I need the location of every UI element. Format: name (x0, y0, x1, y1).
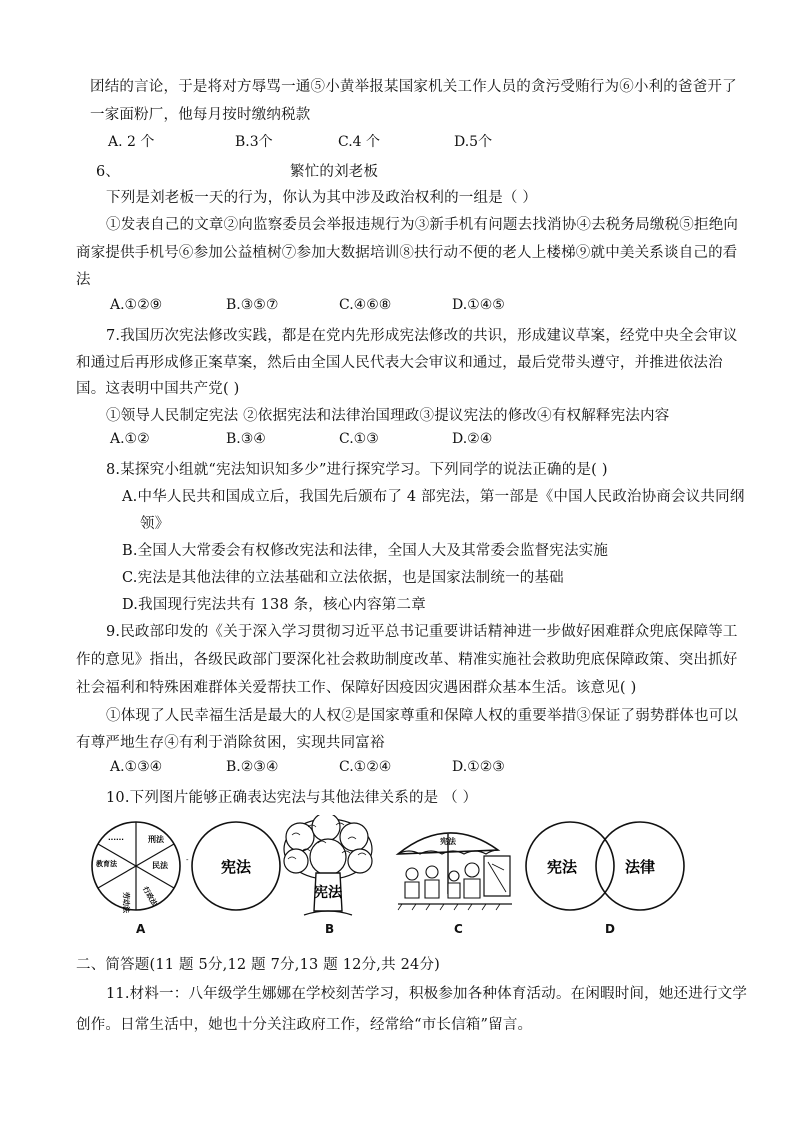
q10-stem: 10.下列图片能够正确表达宪法与其他法律关系的是 （ ） (106, 790, 478, 806)
q8-option-a-line-1: A.中华人民共和国成立后，我国先后颁布了 4 部宪法，第一部是《中国人民政治协商会议共同纲 (122, 489, 745, 505)
figure-a (90, 816, 290, 916)
figure-b (278, 815, 378, 920)
pie-slice-criminal-law: 刑法 (148, 835, 164, 844)
q7-items: ①领导人民制定宪法 ②依据宪法和法律治国理政③提议宪法的修改④有权解释宪法内容 (106, 408, 670, 424)
q5-text-line-2: 一家面粉厂，他每月按时缴纳税款 (90, 107, 311, 123)
pie-slice-administrative-law: 行政法 (141, 885, 159, 908)
q6-items-line-2: 商家提供手机号⑥参加公益植树⑦参加大数据培训⑧扶行动不便的老人上楼梯⑨就中美关系谈自己的看 (76, 245, 738, 261)
q6-option-d: D.①④⑤ (452, 297, 505, 313)
pie-mark: - (186, 856, 189, 864)
q7-option-c: C.①③ (339, 431, 379, 447)
q7-option-b: B.③④ (226, 431, 266, 447)
q9-option-d: D.①②③ (452, 759, 505, 775)
q9-option-c: C.①②④ (339, 759, 392, 775)
q9-line-1: 9.民政部印发的《关于深入学习贯彻习近平总书记重要讲话精神进一步做好困难群众兜底保障等工 (106, 624, 738, 640)
q6-items-line-3: 法 (76, 272, 91, 288)
ground-hatch (398, 904, 500, 910)
section-2-heading: 二、简答题(11 题 5分,12 题 7分,13 题 12分,共 24分) (76, 957, 441, 973)
q5-option-a: A. 2 个 (108, 134, 155, 150)
q9-line-3: 社会福利和特殊困难群体关爱帮扶工作、保障好因疫因灾遇困群众基本生活。该意见( ) (76, 680, 637, 696)
q8-option-c: C.宪法是其他法律的立法基础和立法依据，也是国家法制统一的基础 (122, 570, 564, 586)
q5-options (108, 131, 708, 151)
q8-stem: 8.某探究小组就“宪法知识知多少”进行探究学习。下列同学的说法正确的是( ) (106, 462, 608, 478)
q11-line-2: 创作。日常生活中，她也十分关注政府工作，经常给“市长信箱”留言。 (76, 1017, 533, 1033)
q8-option-a-line-2: 领》 (140, 516, 170, 532)
pie-slice-civil-law: 民法 (152, 861, 168, 870)
figure-d (522, 818, 692, 916)
pie-slice-labor-law: 劳动法 (122, 892, 130, 913)
tree-crown-icon (284, 815, 372, 879)
q9-option-b: B.②③④ (226, 759, 279, 775)
constitution-circle-label: 宪法 (220, 858, 252, 876)
figure-label-c: C (454, 922, 463, 936)
board-icon (484, 856, 510, 896)
tree-root-icon (304, 911, 352, 915)
q6-options (110, 297, 710, 317)
q7-line-2: 和通过后再形成修正案草案，然后由全国人民代表大会审议和通过，最后党带头遵守，并推进依法治 (76, 355, 723, 371)
people-group-icon (405, 863, 480, 898)
figure-label-d: D (605, 922, 615, 936)
q8-option-b: B.全国人大常委会有权修改宪法和法律，全国人大及其常委会监督宪法实施 (122, 543, 609, 559)
figure-label-a: A (136, 922, 146, 936)
pie-slice-others: ...... (108, 834, 124, 842)
q5-option-d: D.5个 (454, 134, 493, 150)
pie-slice-education-law: 教育法 (96, 860, 117, 868)
q5-option-c: C.4 个 (338, 134, 381, 150)
q9-options (110, 759, 710, 779)
q9-option-a: A.①③④ (110, 759, 163, 775)
q6-title: 繁忙的刘老板 (290, 164, 379, 180)
q8-option-d: D.我国现行宪法共有 138 条，核心内容第二章 (122, 597, 426, 613)
q9-items-line-2: 有尊严地生存④有利于消除贫困，实现共同富裕 (76, 735, 385, 751)
q6-stem: 下列是刘老板一天的行为，你认为其中涉及政治权利的一组是（ ） (106, 190, 538, 206)
q5-option-b: B.3个 (235, 134, 273, 150)
q9-items-line-1: ①体现了人民幸福生活是最大的人权②是国家尊重和保障人权的重要举措③保证了弱势群体也可以 (106, 708, 739, 724)
q5-text-line-1: 团结的言论，于是将对方辱骂一通⑤小黄举报某国家机关工作人员的贪污受贿行为⑥小利的爸爸开了 (90, 79, 737, 95)
figure-c (392, 820, 517, 918)
umbrella-label: 宪法 (440, 837, 456, 846)
tree-trunk-label: 宪法 (314, 885, 342, 901)
q9-line-2: 作的意见》指出，各级民政部门要深化社会救助制度改革、精准实施社会救助兜底保障政策、突出抓好 (76, 652, 738, 668)
q6-option-b: B.③⑤⑦ (226, 297, 279, 313)
venn-label-law: 法律 (624, 858, 656, 876)
figure-label-b: B (325, 922, 335, 936)
q6-items-line-1: ①发表自己的文章②向监察委员会举报违规行为③新手机有问题去找消协④去税务局缴税⑤拒绝向 (106, 217, 739, 233)
q7-line-1: 7.我国历次宪法修改实践，都是在党内先形成宪法修改的共识，形成建议草案，经党中央全会审议 (106, 328, 738, 344)
q6-option-c: C.④⑥⑧ (339, 297, 392, 313)
q11-line-1: 11.材料一：八年级学生娜娜在学校刻苦学习，积极参加各种体育活动。在闲暇时间，她还进行文学 (106, 986, 748, 1002)
q6-number: 6、 (96, 164, 121, 180)
q7-line-3: 国。这表明中国共产党( ) (76, 381, 240, 397)
venn-label-constitution: 宪法 (546, 858, 578, 876)
q7-options (110, 431, 710, 451)
q7-option-d: D.②④ (452, 431, 493, 447)
q6-option-a: A.①②⑨ (110, 297, 163, 313)
q7-option-a: A.①② (110, 431, 150, 447)
